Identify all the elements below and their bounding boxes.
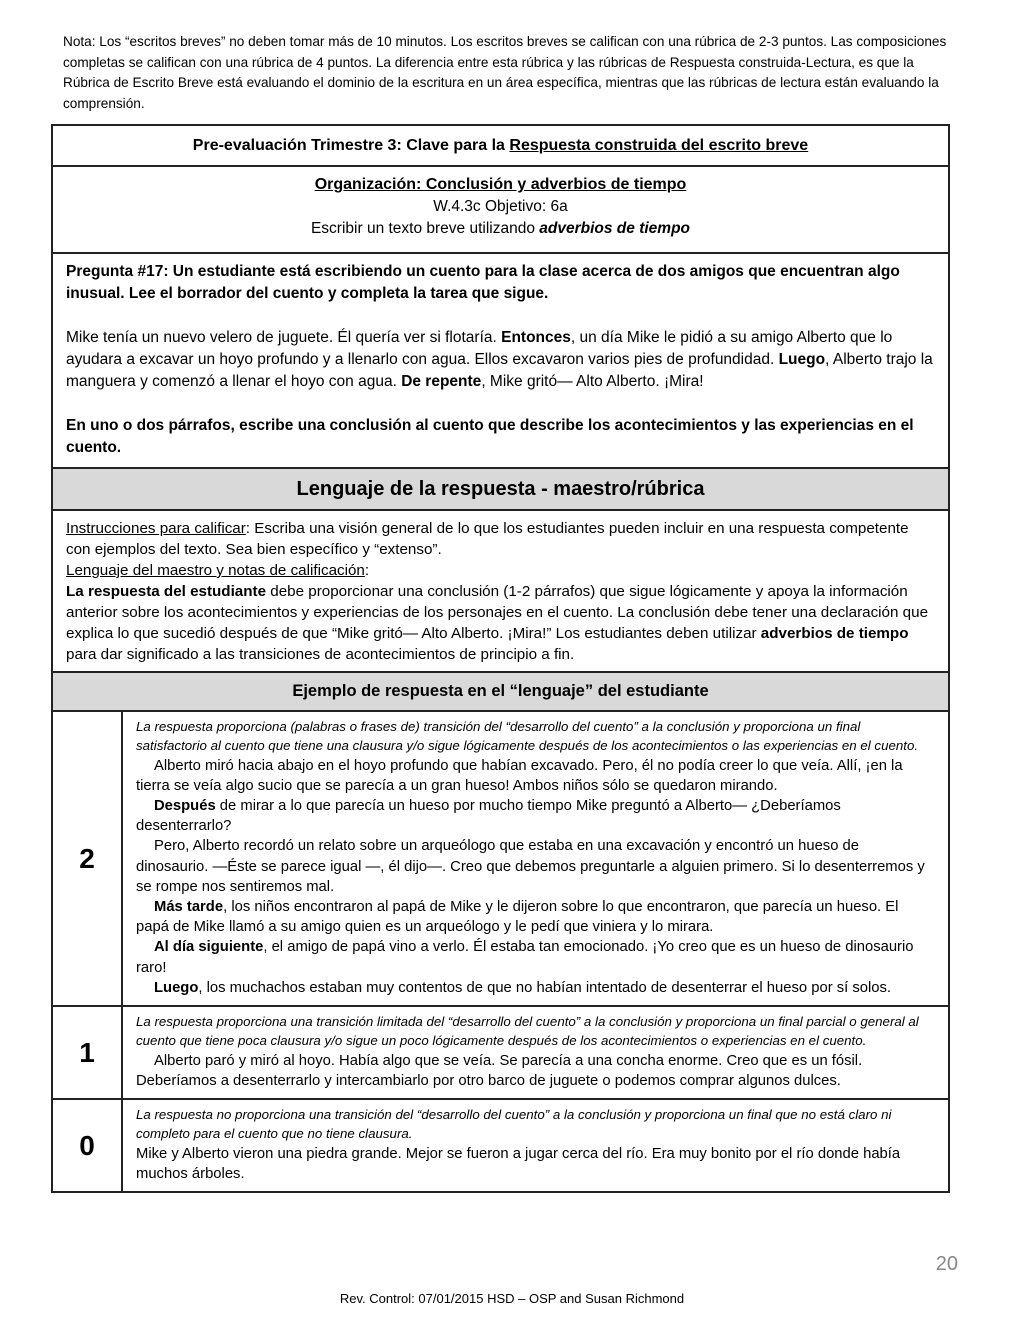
question-task: En uno o dos párrafos, escribe una conclusión al cuento que describe los acontecimientos y las experiencias en el cuento. [66, 417, 914, 456]
score-row [52, 1006, 949, 1099]
question-section [52, 253, 949, 468]
score-value: 0 [52, 1099, 122, 1192]
score-response: La respuesta no proporciona una transición del “desarrollo del cuento” a la conclusión y proporciona un final que no está claro ni completo para el cuento que no tiene clausura. Mike y Alberto vieron una piedra grande. Mejor se fueron a jugar cerca del río. Era muy bonito por el río donde había muchos árboles. [122, 1099, 949, 1192]
task-description: Escribir un texto breve utilizando adverbios de tiempo [310, 220, 691, 237]
score-response: La respuesta proporciona una transición limitada del “desarrollo del cuento” a la conclusión y proporciona un final parcial o general al cuento que tiene poca clausura y/o sigue un poco lógicamente después de los acontecimientos o experiencias en el cuento. Alberto paró y miró al hoyo. Había algo que se veía. Se parecía a una concha enorme. Creo que es un fósil. Deberíamos a desenterrarlo y intercambiarlo por otro barco de juguete o podemos comprar algunos dulces. [122, 1006, 949, 1099]
story-draft: Mike tenía un nuevo velero de juguete. Él quería ver si flotaría. Entonces, un día Mike le pidió a su amigo Alberto que lo ayudara a excavar un hoyo profundo y a llenarlo con agua. Ellos excavaron varios pies de profundidad. Luego, Alberto trajo la manguera y comenzó a llenar el hoyo con agua. De repente, Mike gritó— Alto Alberto. ¡Mira! [66, 329, 933, 390]
rubric-table [51, 124, 950, 1193]
page-number: 20 [935, 1253, 958, 1275]
score-response: La respuesta proporciona (palabras o frases de) transición del “desarrollo del cuento” a la conclusión y proporciona un final satisfactorio al cuento que tiene una clausura y/o sigue lógicamente después de los acontecimientos o las experiencias en el cuento. Alberto miró hacia abajo en el hoyo profundo que habían excavado. Pero, él no podía creer lo que veía. Allí, ¡en la tierra se veía algo sucio que se parecía a un gran hueso! Ambos niños sólo se quedaron mirando. Después de mirar a lo que parecía un hueso por mucho tiempo Mike preguntó a Alberto— ¿Deberíamos desenterrarlo? Pero, Alberto recordó un relato sobre un arqueólogo que estaba en una excavación y encontró un hueso de dinosaurio. —Éste se parece igual —, él dijo—. Creo que debemos preguntarle a alguien primero. Si lo desenterremos y se rompe nos sentiremos mal. Más tarde, los niños encontraron al papá de Mike y le dijeron sobre lo que encontraron, que parecía un hueso. El papá de Mike llamó a su amigo quien es un arqueólogo y le pedí que viniera y lo mirara. Al día siguiente, el amigo de papá vino a verlo. Él estaba tan emocionado. ¡Yo creo que es un hueso de dinosaurio raro! Luego, los muchachos estaban muy contentos de que no habían intentado de desenterrar el hueso por sí solos. [122, 711, 949, 1006]
score-row [52, 1099, 949, 1192]
footer-revision: Rev. Control: 07/01/2015 HSD – OSP and Susan Richmond [339, 1291, 685, 1306]
organization-title: Organización: Conclusión y adverbios de tiempo [314, 176, 687, 193]
standard-objective: W.4.3c Objetivo: 6a [433, 198, 568, 215]
instructions-section: Instrucciones para calificar: Escriba una visión general de lo que los estudiantes pueden incluir en una respuesta competente con ejemplos del texto. Sea bien específico y “extenso”. Lenguaje del maestro y notas de calificación: La respuesta del estudiante debe proporcionar una conclusión (1-2 párrafos) que sigue lógicamente y apoya la información anterior sobre los acontecimientos y experiencias de los personajes en el cuento. La conclusión debe tener una declaración que explica lo que sucedió después de que “Mike gritó— Alto Alberto. ¡Mira!” Los estudiantes deben utilizar adverbios de tiempo para dar significado a las transiciones de acontecimientos de principio a fin. [52, 510, 949, 672]
table-title: Pre-evaluación Trimestre 3: Clave para la Respuesta construida del escrito breve [52, 125, 949, 166]
intro-note: Nota: Los “escritos breves” no deben tomar más de 10 minutos. Los escritos breves se califican con una rúbrica de 2-3 puntos. Las composiciones completas se califican con una rúbrica de 4 puntos. La diferencia entre esta rúbrica y las rúbricas de Respuesta construida-Lectura, es que la Rúbrica de Escrito Breve está evaluando el dominio de la escritura en un área específica, mientras que las rúbricas de lectura están evaluando la comprensión. [63, 34, 947, 111]
score-value: 2 [52, 711, 122, 1006]
language-header: Lenguaje de la respuesta - maestro/rúbrica [52, 468, 949, 510]
score-value: 1 [52, 1006, 122, 1099]
score-row [52, 711, 949, 1006]
example-header: Ejemplo de respuesta en el “lenguaje” del estudiante [52, 672, 949, 711]
organization-section [52, 166, 949, 253]
question-prompt: Pregunta #17: Un estudiante está escribiendo un cuento para la clase acerca de dos amigos que encuentran algo inusual. Lee el borrador del cuento y completa la tarea que sigue. [66, 263, 900, 302]
